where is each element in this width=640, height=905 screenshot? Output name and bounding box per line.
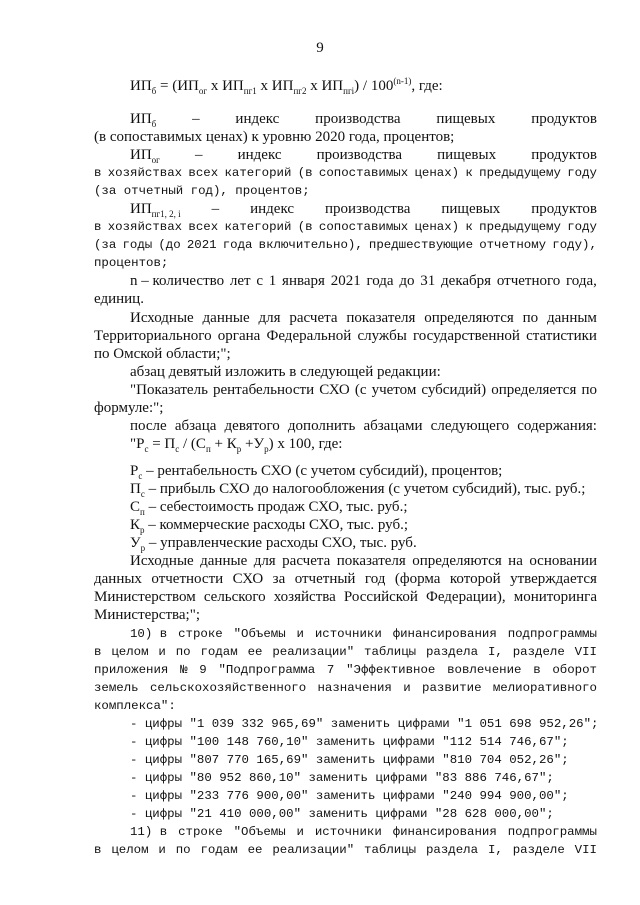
replacement-item: - цифры "807 770 165,69" заменить цифрами "810 704 052,26";: [130, 753, 569, 767]
def-ipog-line2: в хозяйствах всех категорий (в сопоставимых ценах) к предыдущему году: [94, 166, 597, 180]
para9-instruction: абзац девятый изложить в следующей редакции:: [130, 364, 441, 380]
def-n-line1: n – количество лет с 1 января 2021 года до 31 декабря отчетного года,: [130, 273, 597, 289]
item11-line1: 11) в строке "Объемы и источники финансирования подпрограммы: [130, 825, 597, 839]
def-r-line: $К_р$ – коммерческие расходы СХО, тыс. руб.;: [130, 517, 409, 535]
def-ippg-line1: $ИП_{пг1, 2, i}$ – индекс производства пищевых продуктов: [130, 201, 597, 219]
def-ippg-line3: (за годы (до 2021 года включительно), предшествующие отчетному году),: [94, 238, 597, 252]
replacement-item: - цифры "1 039 332 965,69" заменить цифрами "1 051 698 952,26";: [130, 717, 599, 731]
def-r-line: $Р_с$ – рентабельность СХО (с учетом субсидий), процентов;: [130, 463, 503, 481]
replacement-item: - цифры "21 410 000,00" заменить цифрами "28 628 000,00";: [130, 807, 554, 821]
def-ipb-line1: $ИП_б$ – индекс производства пищевых продуктов: [130, 111, 597, 129]
quote-line1: "Показатель рентабельности СХО (с учетом субсидий) определяется по: [130, 382, 597, 398]
after9-instruction: после абзаца девятого дополнить абзацами следующего содержания:: [130, 418, 597, 434]
replacement-item: - цифры "80 952 860,10" заменить цифрами "83 886 746,67";: [130, 771, 554, 785]
item10-line2: в целом и по годам ее реализации" таблицы раздела I, разделе VII: [94, 645, 597, 659]
formula-r: "$Р_с = П_с / (С_п + К_р +У_р)$ х 100, где:: [130, 436, 343, 454]
item10-line5: комплекса":: [94, 699, 176, 713]
source2-line2: данных отчетности СХО за отчетный год (форма которой утверждается: [94, 571, 597, 587]
def-ipog-line1: $ИП_{ог}$ – индекс производства пищевых продуктов: [130, 147, 597, 165]
def-r-line: $У_р$ – управленческие расходы СХО, тыс. руб.: [130, 535, 417, 553]
item10-line4: земель сельскохозяйственного назначения и развитие мелиоративного: [94, 681, 597, 695]
source1-line2: Территориального органа Федеральной службы государственной статистики: [94, 328, 597, 344]
quote-line2: формуле:";: [94, 400, 164, 416]
def-ippg-line4: процентов;: [94, 256, 169, 270]
item10-line1: 10) в строке "Объемы и источники финансирования подпрограммы: [130, 627, 597, 641]
replacement-item: - цифры "100 148 760,10" заменить цифрами "112 514 746,67";: [130, 735, 569, 749]
def-r-line: $С_п$ – себестоимость продаж СХО, тыс. руб.;: [130, 499, 408, 517]
source2-line3: Министерством сельского хозяйства Российской Федерации), мониторинга: [94, 589, 597, 605]
page-number: 9: [316, 40, 324, 56]
def-r-line: $П_с$ – прибыль СХО до налогообложения (с учетом субсидий), тыс. руб.;: [130, 481, 586, 499]
source2-line4: Министерства;";: [94, 607, 201, 623]
source2-line1: Исходные данные для расчета показателя определяются на основании: [130, 553, 597, 569]
source1-line1: Исходные данные для расчета показателя определяются по данным: [130, 310, 597, 326]
source1-line3: по Омской области;";: [94, 346, 231, 362]
def-ipb-line2: (в сопоставимых ценах) к уровню 2020 года, процентов;: [94, 129, 455, 145]
replacement-item: - цифры "233 776 900,00" заменить цифрами "240 994 900,00";: [130, 789, 569, 803]
item11-line2: в целом и по годам ее реализации" таблицы раздела I, разделе VII: [94, 843, 597, 857]
def-ippg-line2: в хозяйствах всех категорий (в сопоставимых ценах) к предыдущему году: [94, 220, 597, 234]
def-ipog-line3: (за отчетный год), процентов;: [94, 184, 310, 198]
formula-ip: $ИП_б = (ИП_{ог}$ х $ИП_{пг1}$ х $ИП_{пг2}$ х $ИП_{пгi}) / 100^{(n-1)}$, где:: [130, 76, 443, 96]
item10-line3: приложения № 9 "Подпрограмма 7 "Эффективное вовлечение в оборот: [94, 663, 597, 677]
def-n-line2: единиц.: [94, 291, 144, 307]
